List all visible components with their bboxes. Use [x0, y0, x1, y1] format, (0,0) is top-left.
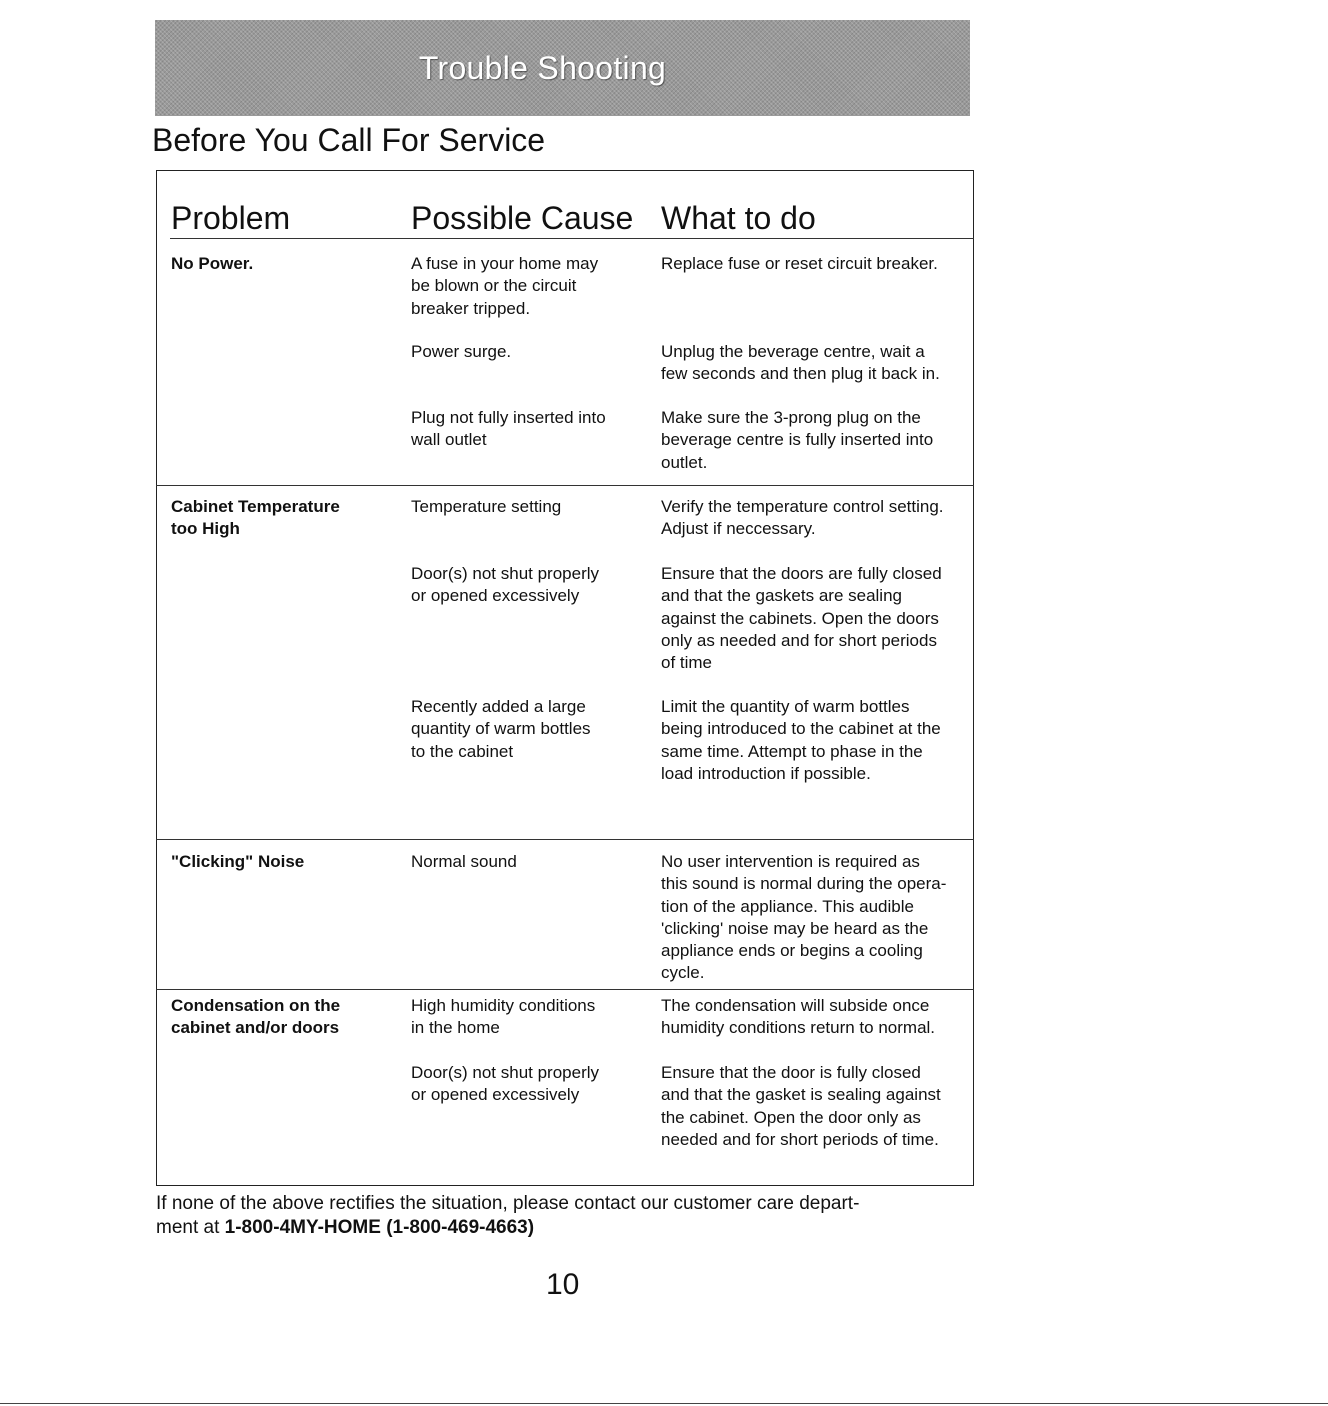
section-banner [155, 20, 970, 116]
cause-text: Power surge. [411, 342, 512, 361]
action-text: Replace fuse or reset circuit breaker. [661, 254, 938, 273]
cause-text: A fuse in your home may be blown or the circuit breaker tripped. [411, 254, 599, 318]
customer-care-text: If none of the above rectifies the situation, please contact our customer care depart- ment at [156, 1193, 860, 1238]
problem-clicking-noise: "Clicking" Noise [171, 852, 305, 871]
action-text: Ensure that the doors are fully closed and that the gaskets are sealing against the cabinets. Open the doors only as needed and for short periods of time [661, 564, 942, 673]
customer-care-note [156, 1192, 859, 1240]
action-text: Unplug the beverage centre, wait a few seconds and then plug it back in. [661, 342, 940, 384]
column-header-problem: Problem [171, 200, 291, 236]
row-divider [156, 839, 974, 840]
action-text: Verify the temperature control setting. Adjust if neccessary. [661, 497, 944, 539]
action-text: The condensation will subside once humidity conditions return to normal. [661, 996, 936, 1038]
banner-title: Trouble Shooting [418, 49, 667, 86]
cause-text: Plug not fully inserted into wall outlet [411, 408, 606, 450]
cause-text: Door(s) not shut properly or opened excessively [411, 564, 600, 606]
row-divider [156, 485, 974, 486]
page-number: 10 [546, 1268, 580, 1301]
row-divider [156, 989, 974, 990]
problem-condensation: Condensation on the cabinet and/or doors [171, 996, 341, 1038]
action-text: Make sure the 3-prong plug on the beverage centre is fully inserted into outlet. [661, 408, 934, 472]
header-underline [170, 238, 974, 239]
problem-cabinet-temperature: Cabinet Temperature too High [171, 497, 340, 539]
page-subtitle: Before You Call For Service [152, 122, 546, 158]
cause-text: High humidity conditions in the home [411, 996, 596, 1038]
column-header-cause: Possible Cause [411, 200, 634, 236]
cause-text: Temperature setting [411, 497, 562, 516]
problem-no-power: No Power. [171, 254, 254, 273]
page-bottom-rule [0, 1403, 1328, 1404]
column-header-action: What to do [661, 200, 816, 236]
action-text: No user intervention is required as this sound is normal during the opera- tion of the appliance. This audible 'clicking' noise may be heard as the appliance ends or begins a cooling cycle. [661, 852, 947, 983]
cause-text: Recently added a large quantity of warm bottles to the cabinet [411, 697, 591, 761]
action-text: Ensure that the door is fully closed and that the gasket is sealing against the cabinet. Open the door only as needed and for short periods of time. [661, 1063, 941, 1149]
action-text: Limit the quantity of warm bottles being introduced to the cabinet at the same time. Attempt to phase in the load introduction if possible. [661, 697, 941, 783]
customer-care-phone: 1-800-4MY-HOME (1-800-469-4663) [224, 1217, 535, 1238]
cause-text: Door(s) not shut properly or opened excessively [411, 1063, 600, 1105]
cause-text: Normal sound [411, 852, 517, 871]
